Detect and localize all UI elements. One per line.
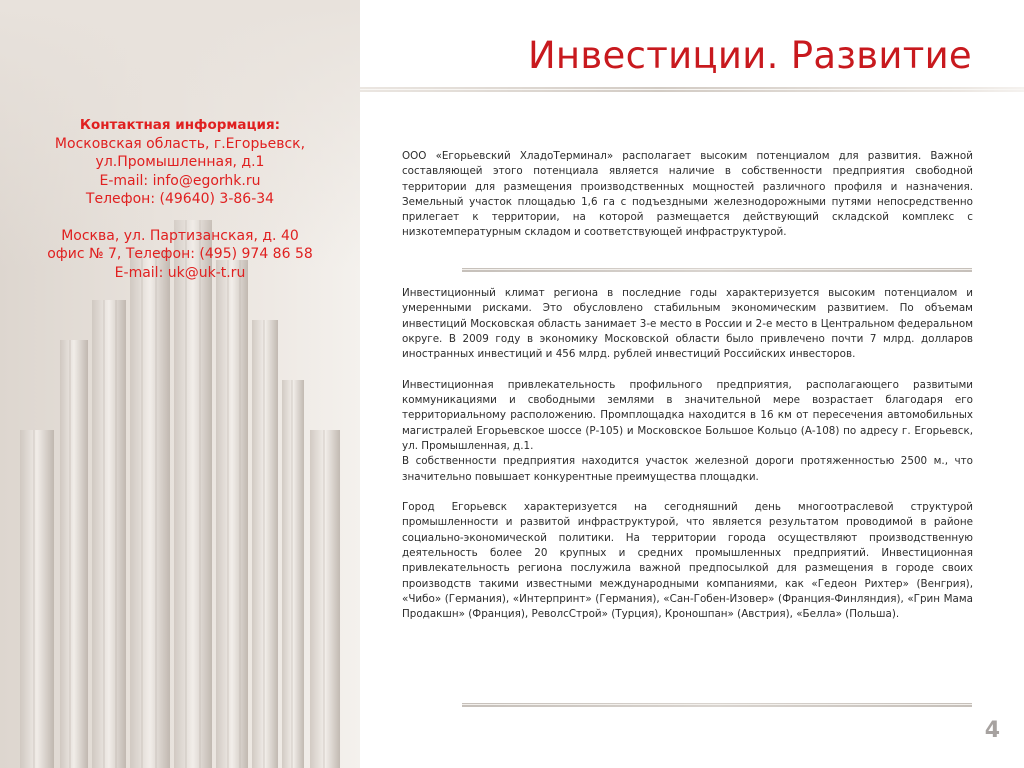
- office2-address-line1: Москва, ул. Партизанская, д. 40: [61, 227, 299, 244]
- office1-email[interactable]: E-mail: info@egorhk.ru: [99, 172, 261, 189]
- attractiveness-paragraph: [402, 378, 973, 485]
- attractiveness-text: Инвестиционная привлекательность профильного предприятия, располагающего развитыми коммуникациями и свободными землями в значительной мере возрастает благодаря его территориальному расположению. Промплощадка находится в 16 км от пересечения автомобильных магистралей Егорьевское шоссе (Р-105) и Московское Большое Кольцо (А-108) по адресу г. Егорьевск, ул. Промышленная, д.1.: [402, 378, 973, 452]
- slide-title: Инвестиции. Развитие: [527, 34, 972, 77]
- bottom-divider: [462, 703, 972, 707]
- contact-info: [0, 116, 360, 282]
- title-underline: [360, 87, 1024, 92]
- office2-email[interactable]: E-mail: uk@uk-t.ru: [114, 264, 246, 281]
- contact-spacer: [0, 209, 360, 227]
- section-divider: [462, 268, 972, 272]
- intro-paragraph: ООО «Егорьевский ХладоТерминал» располагает высоким потенциалом для развития. Важной составляющей этого потенциала является наличие в собственности предприятия свободной территории для размещения производственных мощностей различного профиля и назначения. Земельный участок площадью 1,6 га с подъездными железнодорожными путями непосредственно прилегает к территории, на которой размещается действующий складской комплекс с низкотемпературным складом и соответствующей инфраструктурой.: [402, 150, 973, 239]
- railway-text: В собственности предприятия находится участок железной дороги протяженностью 2500 м., что значительно повышает конкурентные преимущества площадки.: [402, 455, 973, 483]
- intro-block: [402, 149, 973, 241]
- contact-heading: Контактная информация:: [79, 117, 281, 133]
- details-block: [402, 286, 973, 623]
- office1-address-line2: ул.Промышленная, д.1: [95, 154, 265, 170]
- office2-address-line2: офис № 7, Телефон: (495) 974 86 58: [47, 246, 313, 262]
- office1-address-line1: Московская область, г.Егорьевск,: [54, 135, 306, 152]
- climate-paragraph: Инвестиционный климат региона в последние годы характеризуется высоким потенциалом и умеренными рисками. Это обусловлено стабильным экономическим развитием. По объемам инвестиций Московская область занимает 3-е место в России и 2-е место в Центральном федеральном округе. В 2009 году в экономику Московской области было привлечено почти 7 млрд. долларов иностранных инвестиций и 456 млрд. рублей инвестиций Российских инвесторов.: [402, 287, 973, 361]
- city-paragraph: Город Егорьевск характеризуется на сегодняшний день многоотраслевой структурой промышленности и развитой инфраструктурой, что является результатом проводимой в районе социально-экономической политики. На территории города осуществляют производственную деятельность более 20 крупных и средних промышленных предприятий. Инвестиционная привлекательность региона послужила важной предпосылкой для размещения в городе своих производств такими известными международными компаниями, как «Гедеон Рихтер» (Венгрия), «Чибо» (Германия), «Интерпринт» (Германия), «Сан-Гобен-Изовер» (Франция-Финляндия), «Грин Мама Продакшн» (Франция), РеволсСтрой» (Турция), Кроношпан» (Австрия), «Белла» (Польша).: [402, 501, 973, 621]
- sidebar-panel: [0, 0, 360, 768]
- page-number: 4: [984, 718, 1000, 743]
- office1-phone: Телефон: (49640) 3-86-34: [85, 191, 275, 207]
